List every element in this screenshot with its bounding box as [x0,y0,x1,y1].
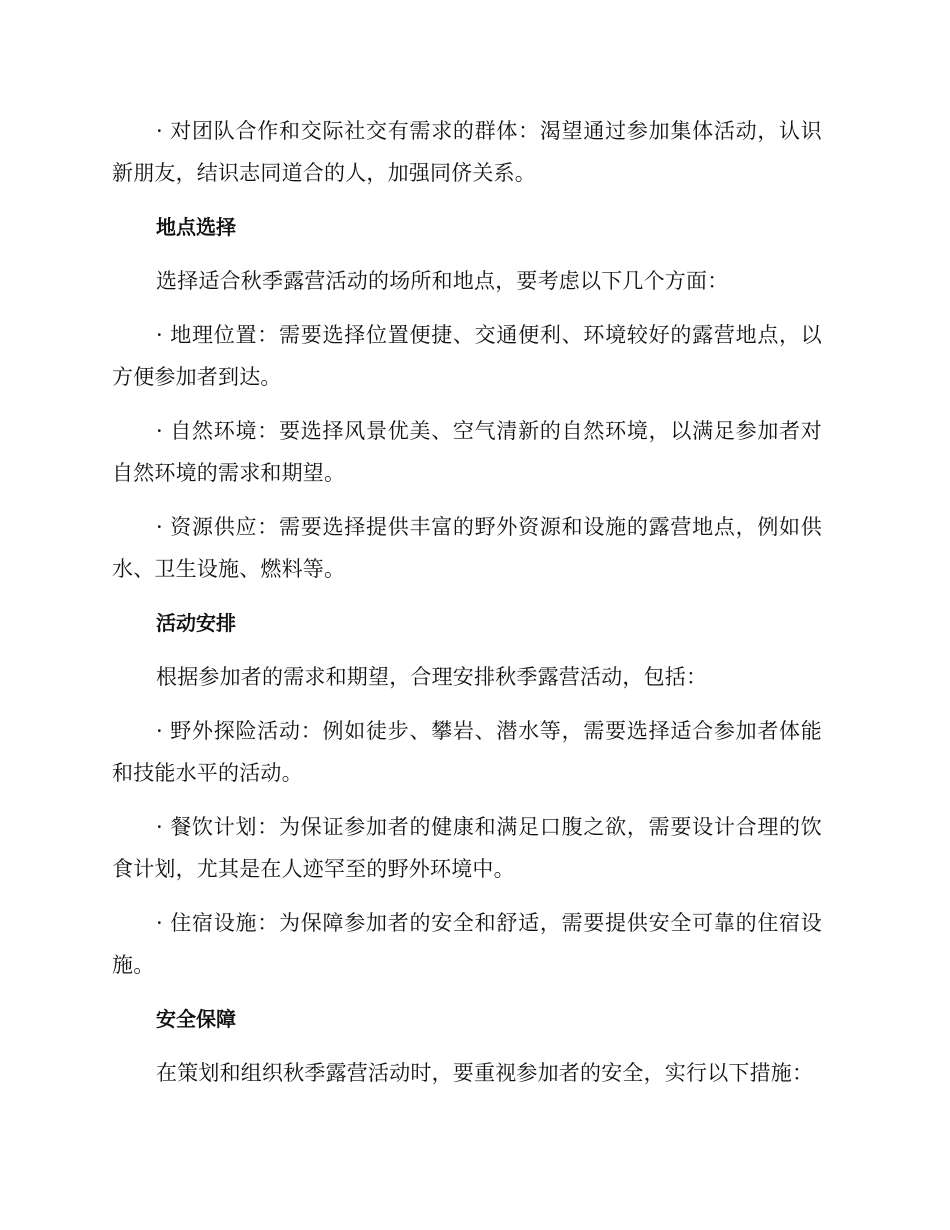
bullet-resource-supply: · 资源供应：需要选择提供丰富的野外资源和设施的露营地点，例如供水、卫生设施、燃料等。 [112,515,822,581]
location-intro: 选择适合秋季露营活动的场所和地点，要考虑以下几个方面： [156,269,729,293]
bullet-accommodation: · 住宿设施：为保障参加者的安全和舒适，需要提供安全可靠的住宿设施。 [112,911,822,977]
bullet-outdoor-adventure: · 野外探险活动：例如徒步、攀岩、潜水等，需要选择适合参加者体能和技能水平的活动。 [112,719,822,785]
heading-safety: 安全保障 [156,1007,236,1031]
bullet-catering-plan: · 餐饮计划：为保证参加者的健康和满足口腹之欲，需要设计合理的饮食计划，尤其是在人迹罕至的野外环境中。 [112,815,822,881]
activity-intro: 根据参加者的需求和期望，合理安排秋季露营活动，包括： [156,665,708,689]
heading-location-selection: 地点选择 [156,215,236,239]
bullet-social-groups: · 对团队合作和交际社交有需求的群体：渴望通过参加集体活动，认识新朋友，结识志同道合的人，加强同侪关系。 [112,119,822,185]
document-page [112,110,822,1106]
safety-intro: 在策划和组织秋季露营活动时，要重视参加者的安全，实行以下措施： [156,1061,814,1085]
heading-activity-arrangement: 活动安排 [156,611,236,635]
bullet-natural-environment: · 自然环境：要选择风景优美、空气清新的自然环境，以满足参加者对自然环境的需求和期望。 [112,419,822,485]
bullet-geographic-location: · 地理位置：需要选择位置便捷、交通便利、环境较好的露营地点，以方便参加者到达。 [112,323,822,389]
